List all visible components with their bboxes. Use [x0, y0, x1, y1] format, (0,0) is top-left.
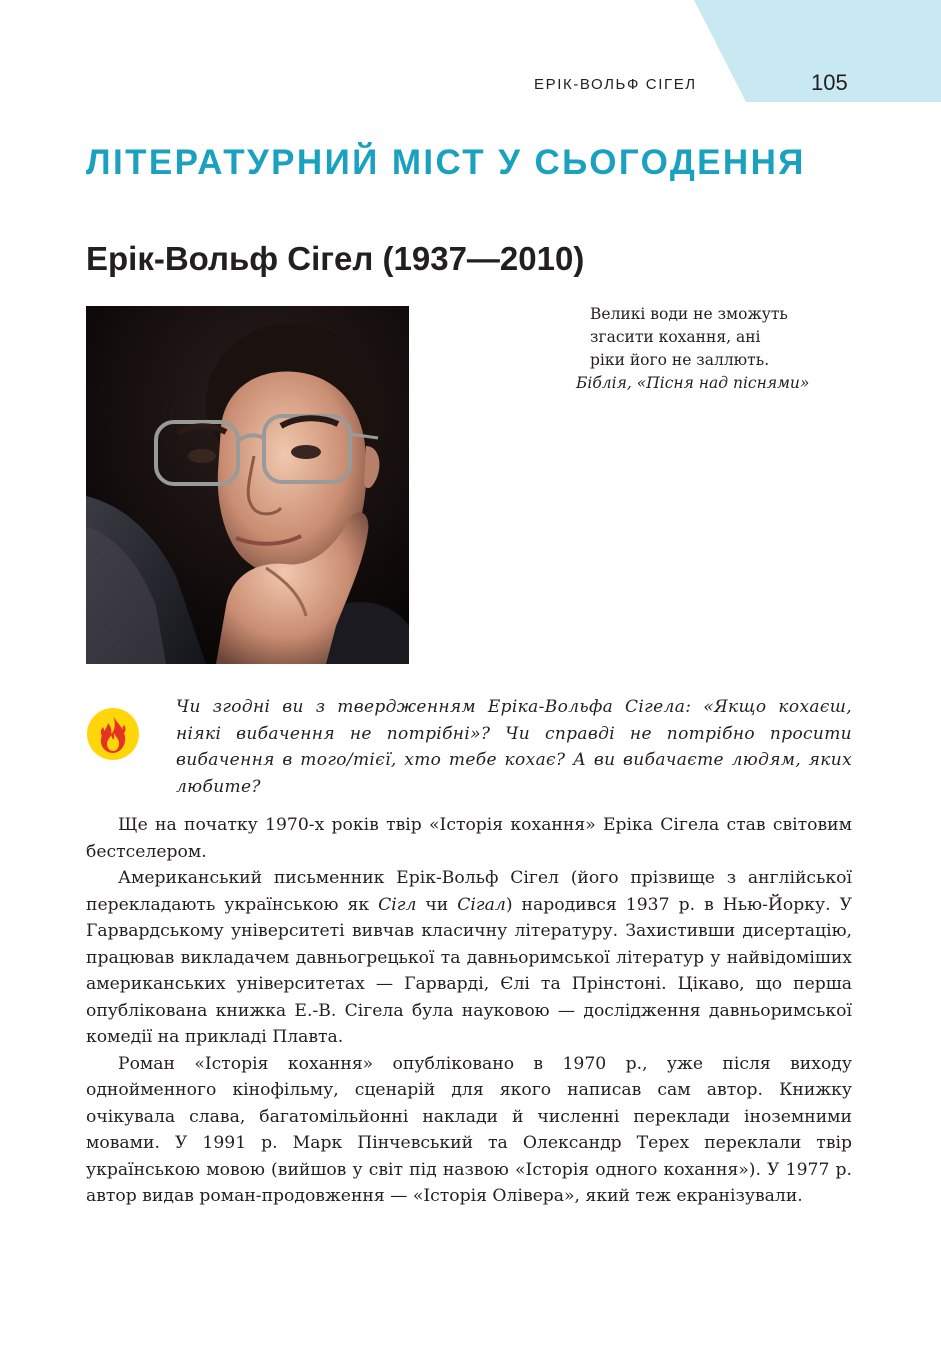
- epigraph-line: Великі води не зможуть: [590, 305, 788, 323]
- page-number: 105: [811, 70, 848, 95]
- author-heading: Ерік-Вольф Сігел (1937—2010): [86, 240, 585, 277]
- paragraph: [86, 865, 852, 1051]
- section-title: ЛІТЕРАТУРНИЙ МІСТ У СЬОГОДЕННЯ: [86, 143, 806, 182]
- fire-icon: [86, 707, 140, 761]
- epigraph: [576, 303, 896, 395]
- paragraph-text: чи: [416, 894, 458, 915]
- author-portrait: [86, 306, 409, 664]
- surname-variant: Сігал: [457, 894, 506, 915]
- epigraph-source: Біблія, «Пісня над піснями»: [576, 374, 810, 392]
- paragraph-text: Американський письменник Ерік-Вольф Сігел (його прізвище з англійської перекладають українською як: [86, 868, 852, 915]
- author-portrait-photo: [86, 306, 409, 664]
- epigraph-line: згасити кохання, ані: [590, 328, 761, 346]
- paragraph: Ще на початку 1970-х років твір «Історія кохання» Еріка Сігела став світовим бестселером.: [86, 815, 852, 862]
- discussion-question: Чи згодні ви з твердженням Еріка-Вольфа Сігела: «Якщо кохаєш, ніякі вибачення не потрібні»? Чи справді не потрібно просити вибачення в того/тієї, хто тебе кохає? А ви вибачаєте людям, яких любите?: [176, 697, 852, 797]
- surname-variant: Сігл: [378, 894, 417, 915]
- paragraph-text: ) народився 1937 р. в Нью-Йорку. У Гарвардському університеті вивчав класичну літературу. Захистивши дисертацію, працював викладачем давньогрецької та давньоримської літератур у найвідоміших американських університетах — Гарварді, Єлі та Прінстоні. Цікаво, що перша опублікована книжка Е.-В. Сігела була науковою — дослідження давньоримської комедії на прикладі Плавта.: [86, 894, 852, 1047]
- article-body: [86, 812, 852, 1210]
- paragraph: Роман «Історія кохання» опубліковано в 1970 р., уже після виходу однойменного кінофільму, сценарій для якого написав сам автор. Книжку очікувала слава, багатомільйонні наклади й численні переклади іноземними мовами. У 1991 р. Марк Пінчевський та Олександр Терех переклали твір українською мовою (вийшов у світ під назвою «Історія одного кохання»). У 1977 р. автор видав роман-продовження — «Історія Олівера», який теж екранізували.: [86, 1053, 852, 1206]
- running-head: ЕРІК-ВОЛЬФ СІГЕЛ: [534, 76, 697, 93]
- epigraph-line: ріки його не заллють.: [590, 351, 770, 369]
